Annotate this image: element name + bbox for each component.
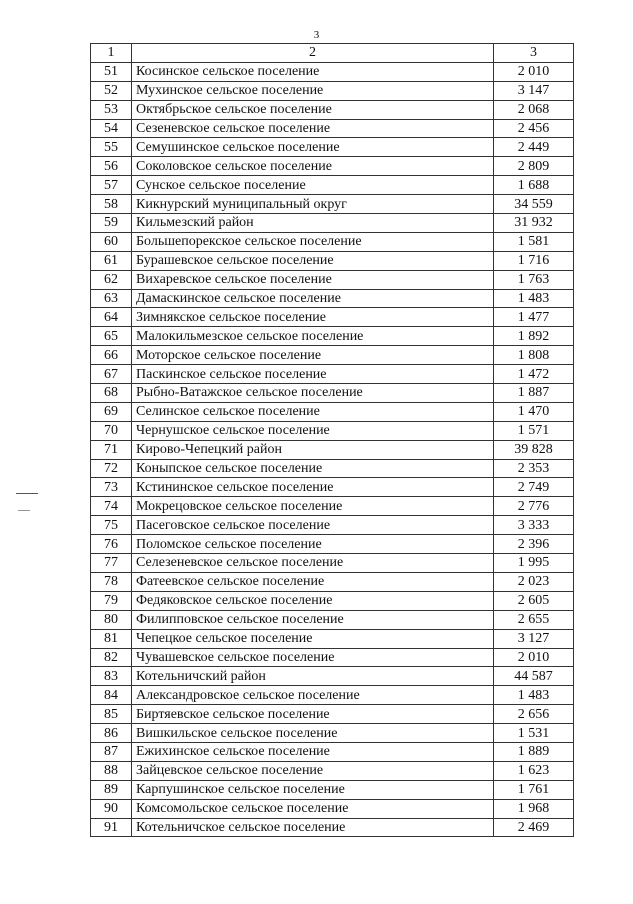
settlement-name-cell: Комсомольское сельское поселение [132,799,494,818]
table-row [91,138,574,157]
settlement-name-cell: Коныпское сельское поселение [132,459,494,478]
settlement-name-cell: Карпушинское сельское поселение [132,780,494,799]
table-row [91,440,574,459]
settlement-name-cell: Бурашевское сельское поселение [132,251,494,270]
row-number-cell: 67 [91,365,132,384]
settlement-name-cell: Октябрьское сельское поселение [132,100,494,119]
value-cell: 1 761 [494,780,574,799]
settlement-name-cell: Рыбно-Ватажское сельское поселение [132,384,494,403]
row-number-cell: 60 [91,232,132,251]
value-cell: 1 483 [494,686,574,705]
row-number-cell: 82 [91,648,132,667]
value-cell: 2 023 [494,572,574,591]
value-cell: 1 470 [494,402,574,421]
value-cell: 2 010 [494,648,574,667]
row-number-cell: 65 [91,327,132,346]
value-cell: 2 605 [494,591,574,610]
value-cell: 2 655 [494,610,574,629]
row-number-cell: 69 [91,402,132,421]
settlement-name-cell: Федяковское сельское поселение [132,591,494,610]
value-cell: 1 472 [494,365,574,384]
table-row [91,780,574,799]
row-number-cell: 52 [91,81,132,100]
row-number-cell: 83 [91,667,132,686]
value-cell: 31 932 [494,214,574,233]
value-cell: 1 889 [494,742,574,761]
settlement-name-cell: Котельничский район [132,667,494,686]
settlement-name-cell: Кикнурский муниципальный округ [132,195,494,214]
value-cell: 2 656 [494,705,574,724]
table-row [91,459,574,478]
value-cell: 1 968 [494,799,574,818]
settlement-name-cell: Вихаревское сельское поселение [132,270,494,289]
settlement-name-cell: Чернушское сельское поселение [132,421,494,440]
row-number-cell: 53 [91,100,132,119]
row-number-cell: 61 [91,251,132,270]
row-number-cell: 72 [91,459,132,478]
table-row [91,289,574,308]
row-number-cell: 62 [91,270,132,289]
settlement-name-cell: Семушинское сельское поселение [132,138,494,157]
header-cell: 3 [494,44,574,63]
value-cell: 3 127 [494,629,574,648]
settlement-name-cell: Сезеневское сельское поселение [132,119,494,138]
settlement-name-cell: Зайцевское сельское поселение [132,761,494,780]
table-row [91,81,574,100]
value-cell: 2 353 [494,459,574,478]
table-row [91,176,574,195]
value-cell: 2 469 [494,818,574,837]
settlement-name-cell: Селинское сельское поселение [132,402,494,421]
value-cell: 2 776 [494,497,574,516]
settlement-name-cell: Филипповское сельское поселение [132,610,494,629]
table-row [91,308,574,327]
value-cell: 1 763 [494,270,574,289]
row-number-cell: 85 [91,705,132,724]
row-number-cell: 81 [91,629,132,648]
row-number-cell: 80 [91,610,132,629]
settlement-name-cell: Чувашевское сельское поселение [132,648,494,667]
table-row [91,610,574,629]
row-number-cell: 71 [91,440,132,459]
page-number: 3 [313,29,320,41]
table-row [91,799,574,818]
value-cell: 1 887 [494,384,574,403]
settlement-name-cell: Зимнякское сельское поселение [132,308,494,327]
settlement-name-cell: Кильмезский район [132,214,494,233]
margin-mark [18,510,30,511]
value-cell: 1 477 [494,308,574,327]
table-row [91,119,574,138]
value-cell: 1 892 [494,327,574,346]
row-number-cell: 54 [91,119,132,138]
settlement-name-cell: Фатеевское сельское поселение [132,572,494,591]
settlement-name-cell: Моторское сельское поселение [132,346,494,365]
value-cell: 2 068 [494,100,574,119]
row-number-cell: 70 [91,421,132,440]
table-row [91,648,574,667]
row-number-cell: 76 [91,535,132,554]
value-cell: 2 809 [494,157,574,176]
row-number-cell: 78 [91,572,132,591]
row-number-cell: 58 [91,195,132,214]
settlement-name-cell: Пасеговское сельское поселение [132,516,494,535]
row-number-cell: 75 [91,516,132,535]
table-row [91,100,574,119]
settlement-name-cell: Вишкильское сельское поселение [132,724,494,743]
table-row [91,157,574,176]
row-number-cell: 79 [91,591,132,610]
value-cell: 1 483 [494,289,574,308]
value-cell: 3 147 [494,81,574,100]
row-number-cell: 91 [91,818,132,837]
value-cell: 1 581 [494,232,574,251]
row-number-cell: 63 [91,289,132,308]
value-cell: 2 749 [494,478,574,497]
value-cell: 2 449 [494,138,574,157]
row-number-cell: 74 [91,497,132,516]
table-row [91,572,574,591]
settlement-name-cell: Паскинское сельское поселение [132,365,494,384]
settlement-name-cell: Чепецкое сельское поселение [132,629,494,648]
table-row [91,214,574,233]
row-number-cell: 56 [91,157,132,176]
settlement-name-cell: Кирово-Чепецкий район [132,440,494,459]
value-cell: 1 716 [494,251,574,270]
row-number-cell: 88 [91,761,132,780]
value-cell: 2 456 [494,119,574,138]
settlement-name-cell: Малокильмезское сельское поселение [132,327,494,346]
row-number-cell: 68 [91,384,132,403]
value-cell: 1 531 [494,724,574,743]
table-row [91,421,574,440]
header-cell: 1 [91,44,132,63]
row-number-cell: 51 [91,62,132,81]
row-number-cell: 55 [91,138,132,157]
table-header-row [91,44,574,63]
table-row [91,667,574,686]
settlement-name-cell: Александровское сельское поселение [132,686,494,705]
value-cell: 1 995 [494,554,574,573]
value-cell: 1 688 [494,176,574,195]
row-number-cell: 86 [91,724,132,743]
table-row [91,346,574,365]
table-row [91,497,574,516]
settlement-name-cell: Соколовское сельское поселение [132,157,494,176]
value-cell: 1 808 [494,346,574,365]
row-number-cell: 89 [91,780,132,799]
settlement-name-cell: Сунское сельское поселение [132,176,494,195]
table-row [91,724,574,743]
settlement-name-cell: Большепорекское сельское поселение [132,232,494,251]
value-cell: 1 571 [494,421,574,440]
settlement-name-cell: Дамаскинское сельское поселение [132,289,494,308]
row-number-cell: 64 [91,308,132,327]
row-number-cell: 57 [91,176,132,195]
settlement-name-cell: Биртяевское сельское поселение [132,705,494,724]
value-cell: 2 010 [494,62,574,81]
settlement-name-cell: Мухинское сельское поселение [132,81,494,100]
table-row [91,742,574,761]
table-row [91,686,574,705]
table-row [91,705,574,724]
table-row [91,327,574,346]
value-cell: 2 396 [494,535,574,554]
settlement-name-cell: Косинское сельское поселение [132,62,494,81]
table-row [91,232,574,251]
settlement-name-cell: Кстининское сельское поселение [132,478,494,497]
table-row [91,251,574,270]
value-cell: 34 559 [494,195,574,214]
row-number-cell: 66 [91,346,132,365]
population-table [90,43,574,837]
value-cell: 1 623 [494,761,574,780]
settlement-name-cell: Поломское сельское поселение [132,535,494,554]
header-cell: 2 [132,44,494,63]
table-row [91,761,574,780]
table-row [91,516,574,535]
table-row [91,478,574,497]
settlement-name-cell: Ежихинское сельское поселение [132,742,494,761]
table-row [91,629,574,648]
table-row [91,535,574,554]
row-number-cell: 73 [91,478,132,497]
value-cell: 39 828 [494,440,574,459]
row-number-cell: 77 [91,554,132,573]
table-row [91,554,574,573]
table-row [91,384,574,403]
settlement-name-cell: Селезеневское сельское поселение [132,554,494,573]
row-number-cell: 87 [91,742,132,761]
value-cell: 44 587 [494,667,574,686]
table-row [91,402,574,421]
table-row [91,818,574,837]
row-number-cell: 59 [91,214,132,233]
table-row [91,62,574,81]
settlement-name-cell: Котельничское сельское поселение [132,818,494,837]
value-cell: 3 333 [494,516,574,535]
table-row [91,270,574,289]
table-row [91,195,574,214]
table-row [91,591,574,610]
margin-mark [16,493,38,494]
settlement-name-cell: Мокрецовское сельское поселение [132,497,494,516]
table-row [91,365,574,384]
row-number-cell: 84 [91,686,132,705]
row-number-cell: 90 [91,799,132,818]
